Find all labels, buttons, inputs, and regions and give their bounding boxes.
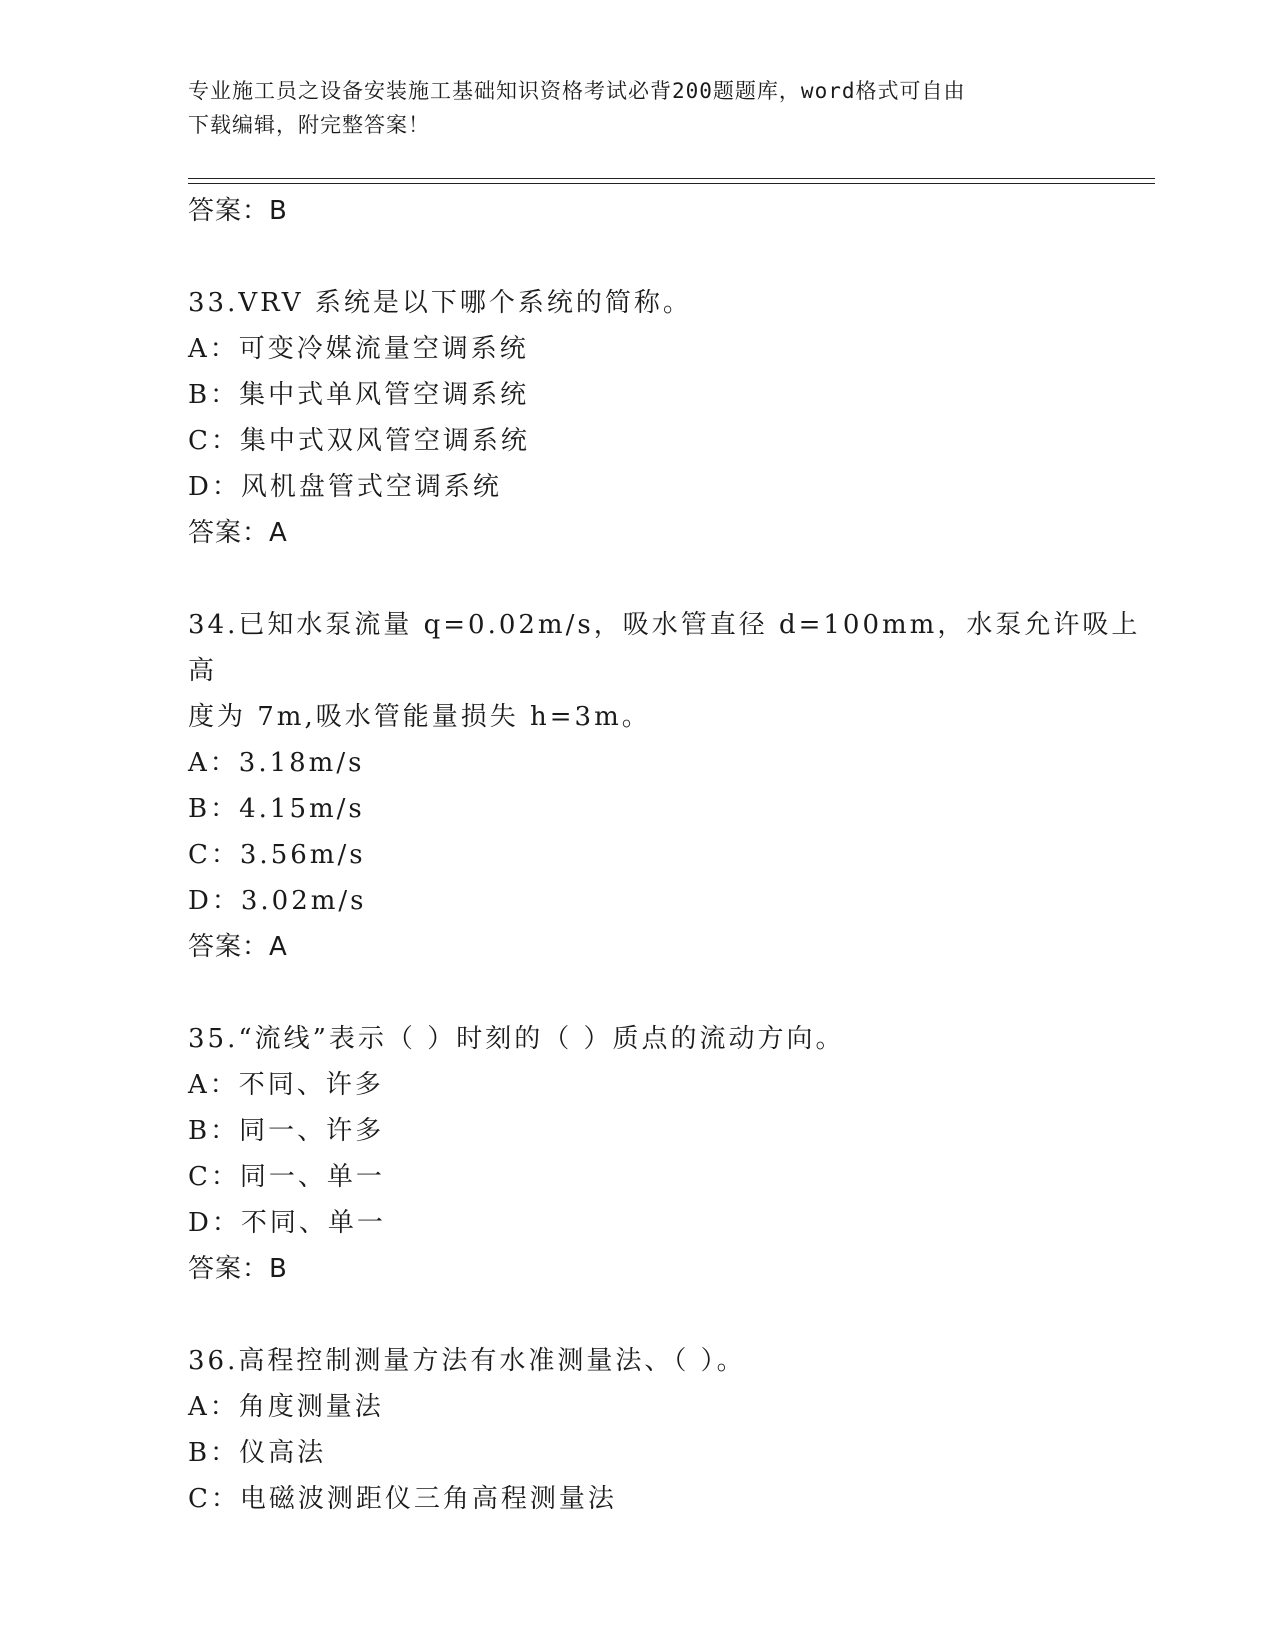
option-a: A：不同、许多 (188, 1070, 384, 1100)
option-c: C：集中式双风管空调系统 (188, 426, 530, 456)
header-rule-bottom (188, 183, 1155, 184)
question-stem: 36.高程控制测量方法有水准测量法、（ ）。 (188, 1346, 746, 1376)
option-c: C：3.56m/s (188, 840, 366, 870)
question-stem-line-1: 34.已知水泵流量 q=0.02m/s，吸水管直径 d=100mm，水泵允许吸上高 (188, 610, 1141, 686)
header-line-1: 专业施工员之设备安装施工基础知识资格考试必背200题题库，word格式可自由 (188, 79, 966, 103)
header-rule-top (188, 178, 1155, 179)
question-34 (188, 602, 1148, 970)
option-a: A：角度测量法 (188, 1392, 384, 1422)
question-36 (188, 1338, 1148, 1522)
option-c: C：同一、单一 (188, 1162, 385, 1192)
previous-answer: 答案：B (188, 196, 288, 226)
question-stem: 35.“流线”表示（ ）时刻的（ ）质点的流动方向。 (188, 1024, 845, 1054)
question-stem-line-2: 度为 7m,吸水管能量损失 h=3m。 (188, 702, 651, 732)
answer-line: 答案：A (188, 518, 288, 548)
option-a: A：可变冷媒流量空调系统 (188, 334, 529, 364)
option-a: A：3.18m/s (188, 748, 365, 778)
answer-line: 答案：A (188, 932, 288, 962)
question-33 (188, 280, 1148, 556)
option-d: D：3.02m/s (188, 886, 367, 916)
question-35 (188, 1016, 1148, 1292)
answer-line: 答案：B (188, 1254, 288, 1284)
option-b: B：集中式单风管空调系统 (188, 380, 530, 410)
option-b: B：同一、许多 (188, 1116, 385, 1146)
header-line-2: 下载编辑，附完整答案！ (188, 113, 430, 137)
option-c: C：电磁波测距仪三角高程测量法 (188, 1484, 617, 1514)
option-d: D：风机盘管式空调系统 (188, 472, 502, 502)
option-d: D：不同、单一 (188, 1208, 386, 1238)
option-b: B：仪高法 (188, 1438, 327, 1468)
question-stem: 33.VRV 系统是以下哪个系统的简称。 (188, 288, 692, 318)
document-header (188, 74, 1088, 142)
option-b: B：4.15m/s (188, 794, 365, 824)
question-list (188, 188, 1148, 1522)
